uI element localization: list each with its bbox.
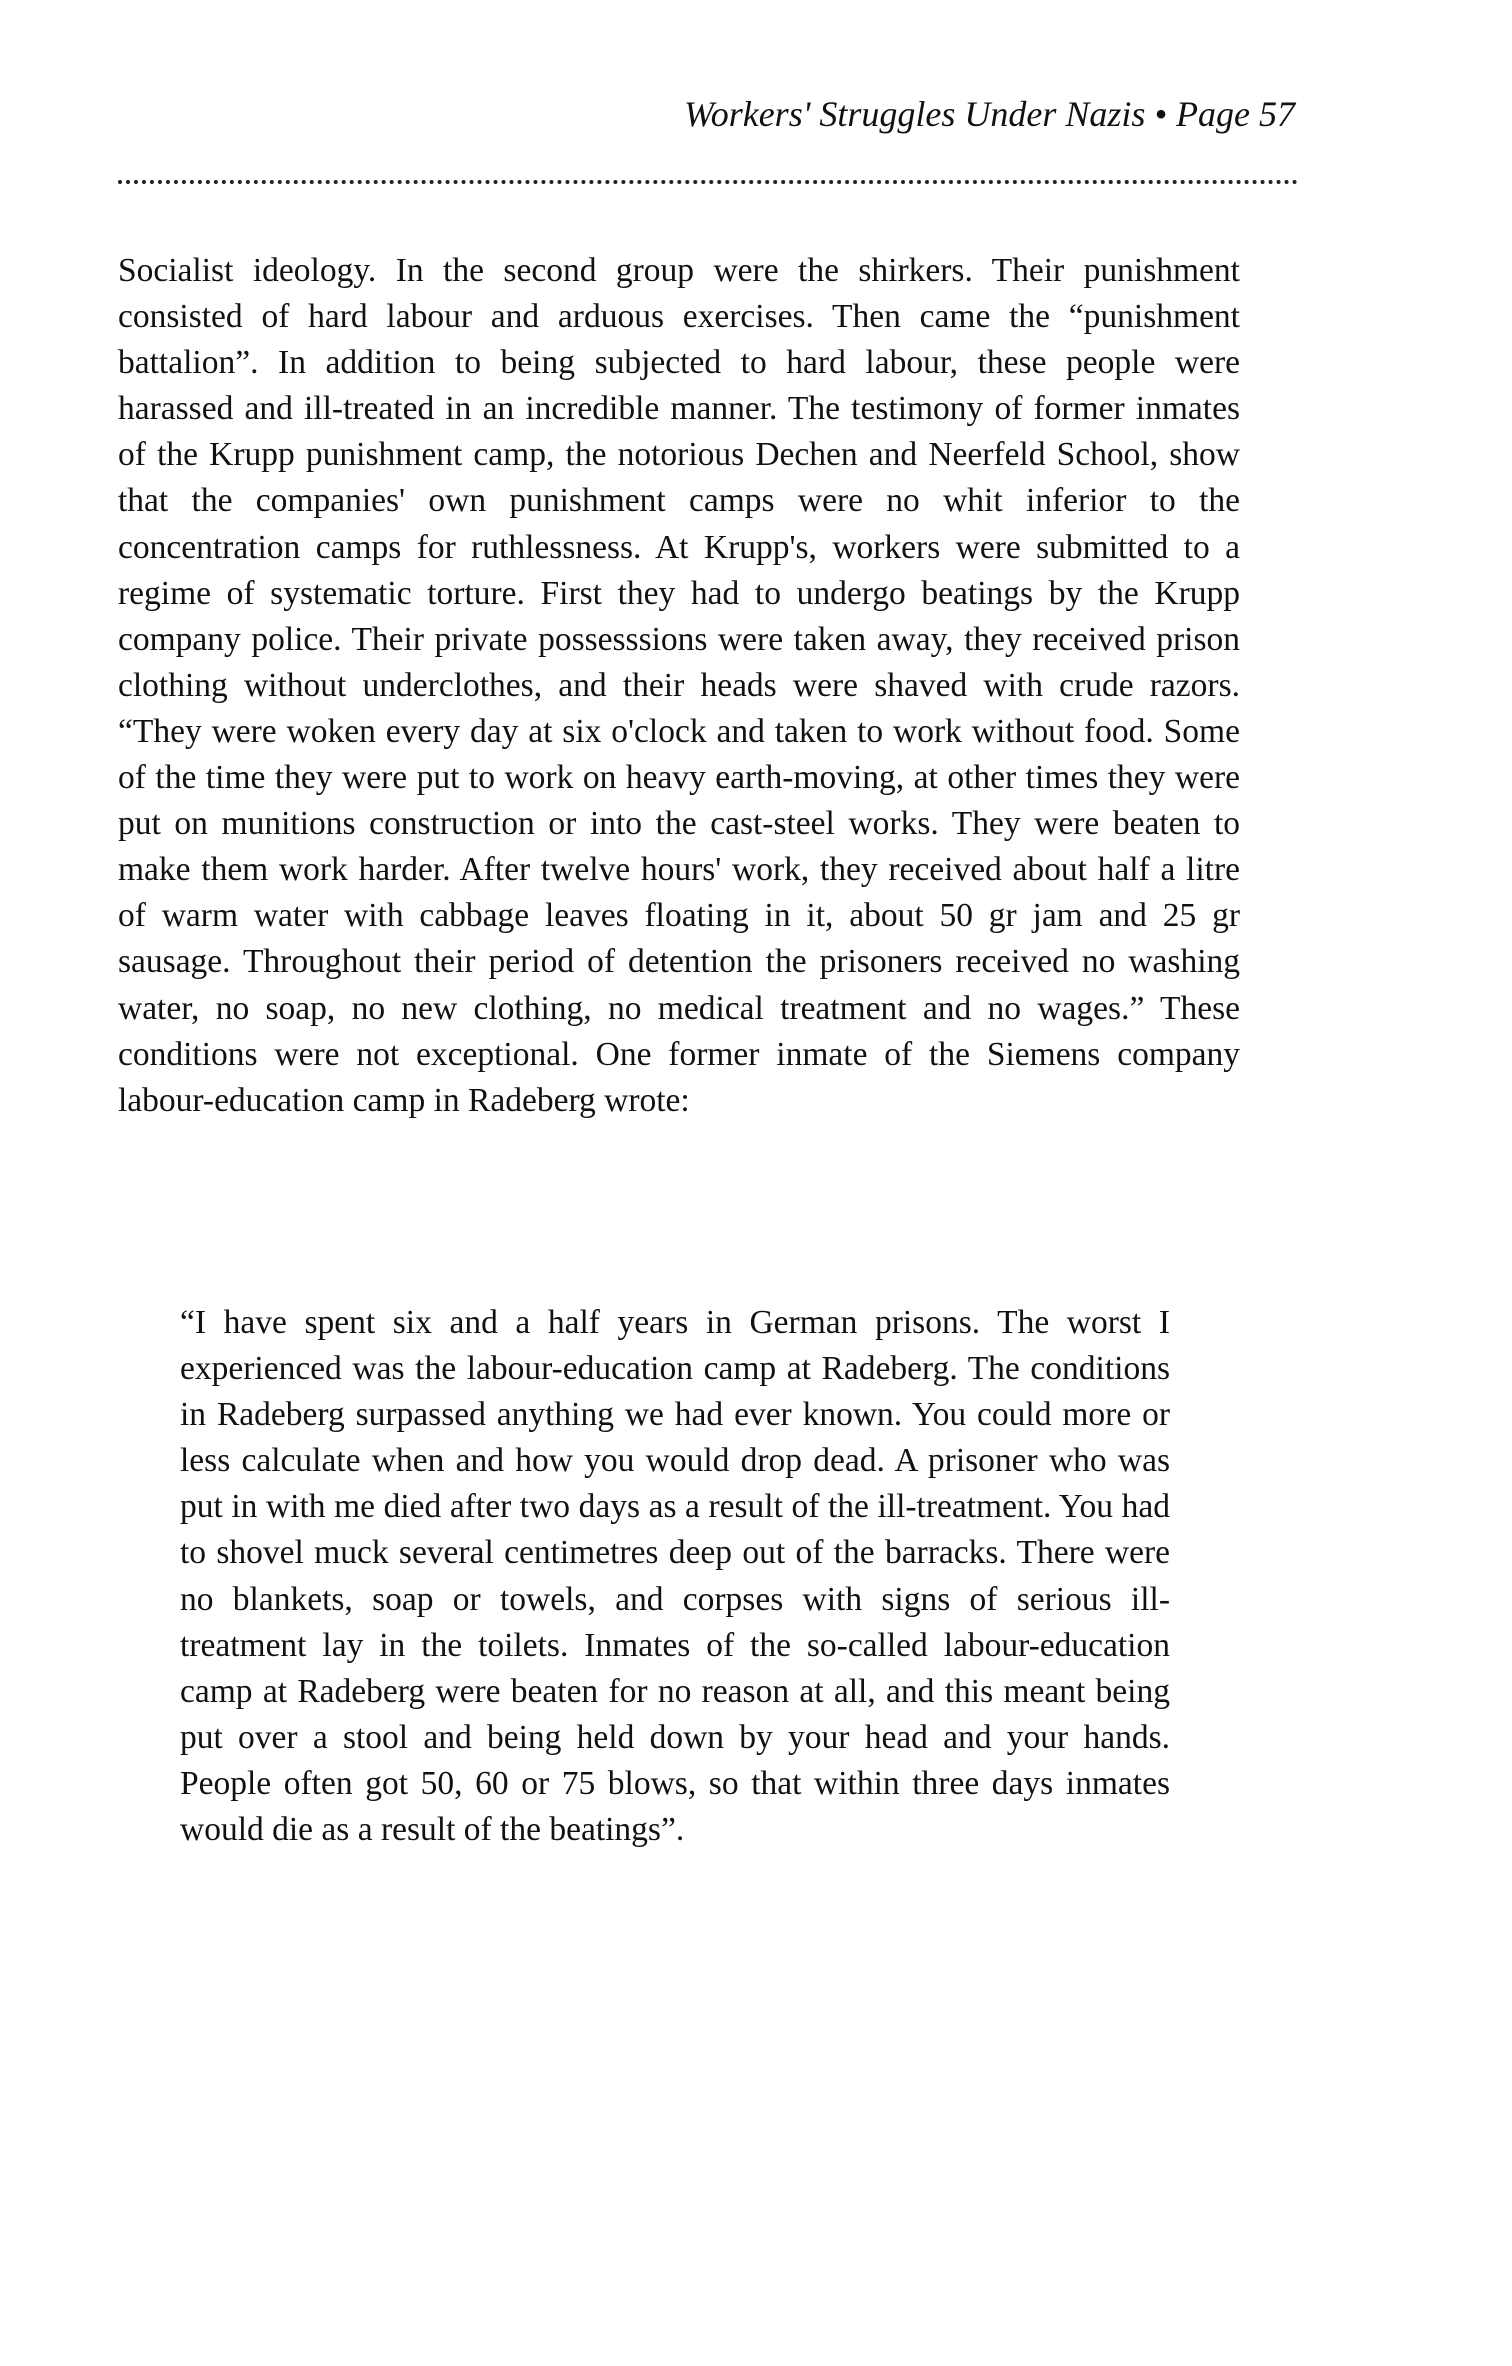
- block-quote: “I have spent six and a half years in German prisons. The worst I experienced was the labour-education camp at Radeberg. The conditions in Radeberg surpassed anything we had ever known. You could more or less calculate when and how you would drop dead. A prisoner who was put in with me died after two days as a result of the ill-treatment. You had to shovel muck several centimetres deep out of the barracks. There were no blankets, soap or towels, and corpses with signs of serious ill-treatment lay in the toilets. Inmates of the so-called labour-education camp at Radeberg were beaten for no reason at all, and this meant being put over a stool and being held down by your head and your hands. People often got 50, 60 or 75 blows, so that within three days inmates would die as a result of the beatings”.: [180, 1304, 1170, 1849]
- running-header: Workers' Struggles Under Nazis • Page 57: [684, 94, 1295, 134]
- body-paragraph: Socialist ideology. In the second group were the shirkers. Their punishment consisted of hard labour and arduous exercises. Then came the “punishment battalion”. In addition to being subjected to hard labour, these people were harassed and ill-treated in an incredible manner. The testimony of former inmates of the Krupp punishment camp, the notorious Dechen and Neerfeld School, show that the companies' own punishment camps were no whit inferior to the concentration camps for ruthlessness. At Krupp's, workers were submitted to a regime of systematic torture. First they had to undergo beatings by the Krupp company police. Their private possesssions were taken away, they received prison clothing without underclothes, and their heads were shaved with crude razors. “They were woken every day at six o'clock and taken to work without food. Some of the time they were put to work on heavy earth-moving, at other times they were put on munitions construction or into the cast-steel works. They were beaten to make them work harder. After twelve hours' work, they received about half a litre of warm water with cabbage leaves floating in it, about 50 gr jam and 25 gr sausage. Throughout their period of detention the prisoners received no washing water, no soap, no new clothing, no medical treatment and no wages.” These conditions were not exceptional. One former inmate of the Siemens company labour-education camp in Radeberg wrote:: [118, 252, 1240, 1119]
- dotted-divider: [118, 180, 1298, 184]
